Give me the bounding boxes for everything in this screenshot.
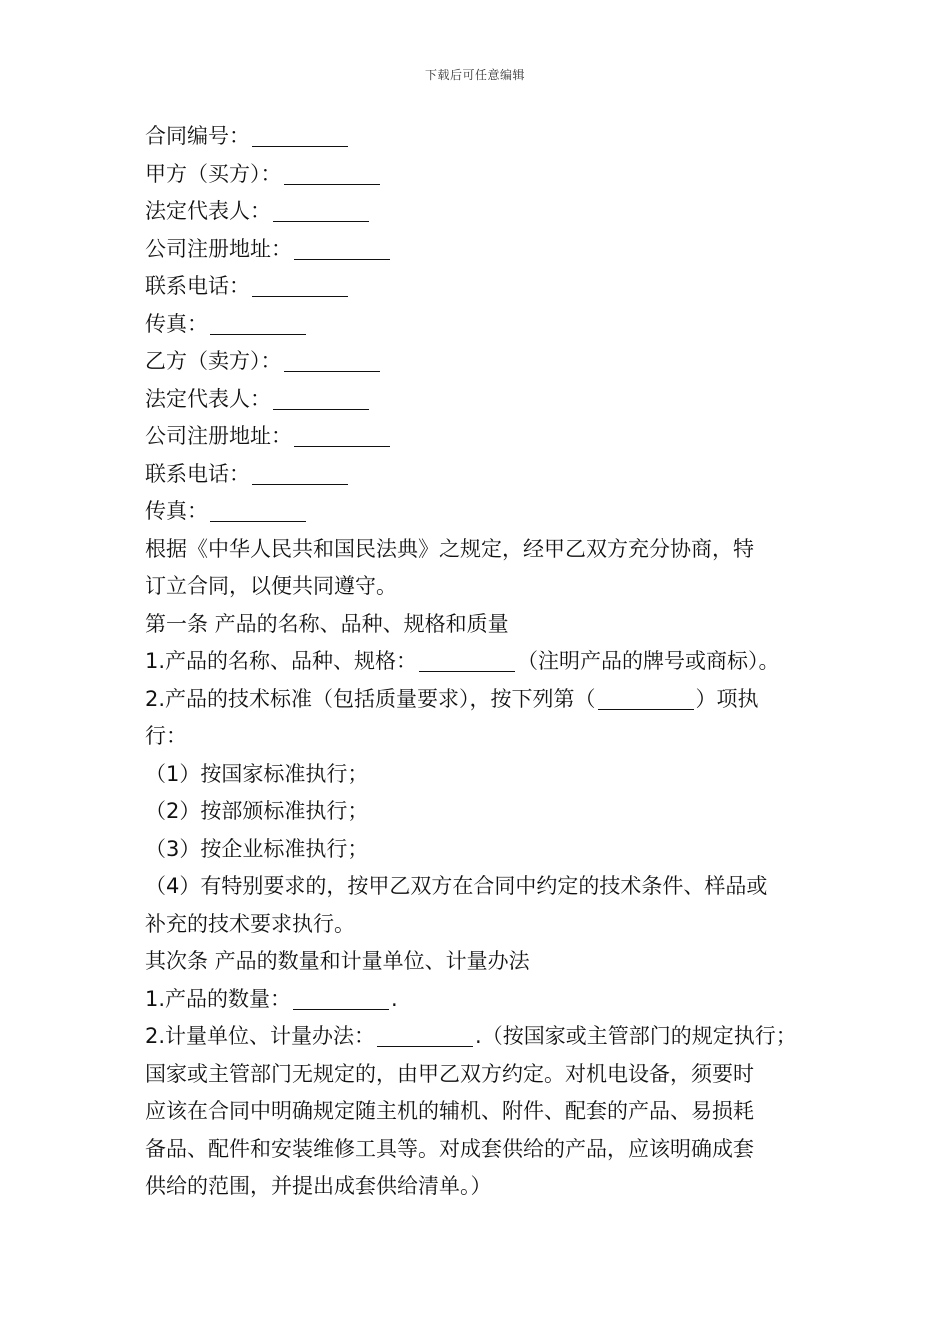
contract-line (145, 306, 815, 344)
contract-line (145, 793, 815, 831)
fill-in-blank (252, 274, 348, 297)
line-text: 联系电话： (145, 274, 250, 298)
contract-line (145, 493, 815, 531)
contract-line (145, 906, 815, 944)
line-text: 公司注册地址： (145, 236, 292, 261)
line-text: （2）按部颁标准执行； (145, 799, 369, 823)
contract-line (145, 531, 815, 569)
fill-in-blank (252, 124, 348, 147)
contract-line (145, 756, 815, 794)
fill-in-blank (284, 349, 380, 372)
fill-in-blank (598, 687, 694, 710)
fill-in-blank (210, 312, 306, 335)
fill-in-blank (293, 987, 389, 1010)
contract-line (145, 943, 815, 981)
line-text: 补充的技术要求执行。 (145, 911, 355, 936)
contract-line (145, 381, 815, 419)
contract-line (145, 831, 815, 869)
line-text: 应该在合同中明确规定随主机的辅机、附件、配套的产品、易损耗 (145, 1099, 754, 1123)
line-text: 第一条 产品的名称、品种、规格和质量 (145, 611, 509, 636)
line-text: 根据《中华人民共和国民法典》之规定，经甲乙双方充分协商，特 (145, 536, 754, 561)
line-text: （3）按企业标准执行； (145, 836, 369, 861)
line-text: 联系电话： (145, 461, 250, 486)
contract-line (145, 1018, 815, 1056)
line-text: （4）有特别要求的，按甲乙双方在合同中约定的技术条件、样品或 (145, 874, 768, 898)
contract-line (145, 1093, 815, 1131)
line-text: 乙方（卖方）： (145, 349, 282, 373)
line-text: 备品、配件和安装维修工具等。对成套供给的产品，应该明确成套 (145, 1136, 754, 1161)
fill-in-blank (377, 1024, 473, 1047)
fill-in-blank (419, 649, 515, 672)
line-text: 传真： (145, 311, 208, 336)
line-text: 传真： (145, 499, 208, 523)
line-text: 国家或主管部门无规定的，由甲乙双方约定。对机电设备，须要时 (145, 1061, 754, 1086)
line-text-after-blank: ）项执 (695, 686, 759, 711)
line-text: 其次条 产品的数量和计量单位、计量办法 (145, 949, 530, 973)
contract-line (145, 343, 815, 381)
contract-line (145, 456, 815, 494)
line-text: 2.产品的技术标准（包括质量要求），按下列第（ (145, 686, 596, 711)
contract-body (145, 118, 815, 1206)
line-text: 行： (145, 724, 187, 748)
line-text-after-blank: . (391, 986, 398, 1011)
contract-line (145, 681, 815, 719)
contract-line (145, 868, 815, 906)
line-text: 2.计量单位、计量办法： (145, 1024, 376, 1048)
contract-line (145, 268, 815, 306)
fill-in-blank (284, 162, 380, 185)
contract-line (145, 718, 815, 756)
line-text: 甲方（买方）： (145, 161, 282, 186)
fill-in-blank (273, 387, 369, 410)
contract-line (145, 643, 815, 681)
line-text: （1）按国家标准执行； (145, 761, 369, 786)
page-header: 下载后可任意编辑 (424, 68, 525, 82)
contract-line (145, 418, 815, 456)
line-text: 1.产品的名称、品种、规格： (145, 649, 418, 673)
contract-line (145, 193, 815, 231)
contract-line (145, 118, 815, 156)
line-text: 合同编号： (145, 124, 250, 148)
line-text: 法定代表人： (145, 386, 271, 411)
fill-in-blank (273, 199, 369, 222)
line-text: 供给的范围，并提出成套供给清单。） (145, 1174, 492, 1198)
contract-line (145, 1056, 815, 1094)
fill-in-blank (294, 424, 390, 447)
line-text: 公司注册地址： (145, 424, 292, 448)
line-text-after-blank: .（按国家或主管部门的规定执行； (475, 1024, 797, 1048)
line-text: 1.产品的数量： (145, 986, 292, 1011)
fill-in-blank (252, 462, 348, 485)
fill-in-blank (294, 237, 390, 260)
contract-line (145, 231, 815, 269)
contract-line (145, 568, 815, 606)
contract-line (145, 1168, 815, 1206)
line-text-after-blank: （注明产品的牌号或商标）。 (517, 649, 780, 673)
contract-line (145, 606, 815, 644)
line-text: 订立合同，以便共同遵守。 (145, 574, 397, 598)
fill-in-blank (210, 499, 306, 522)
contract-line (145, 156, 815, 194)
contract-line (145, 1131, 815, 1169)
contract-line (145, 981, 815, 1019)
line-text: 法定代表人： (145, 199, 271, 223)
